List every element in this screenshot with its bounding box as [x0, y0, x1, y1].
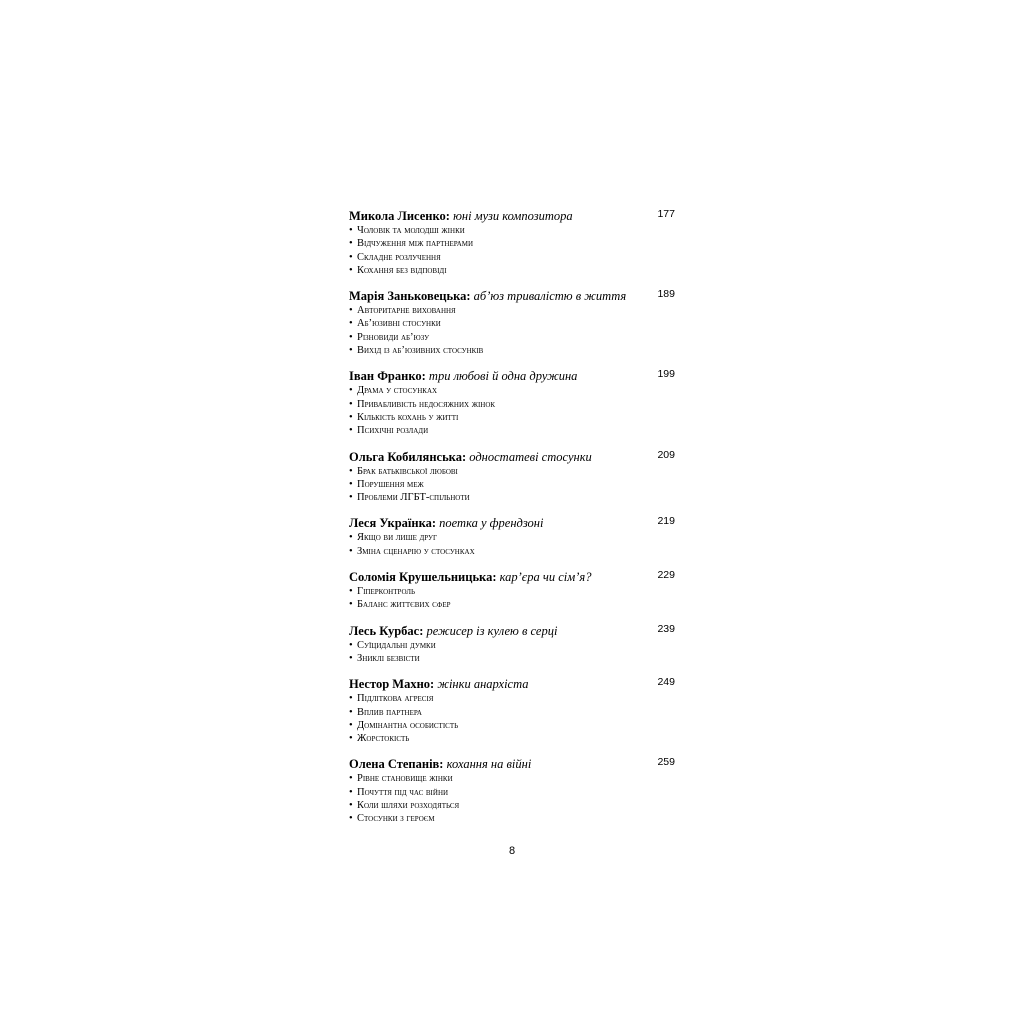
bullet-icon: •	[349, 305, 353, 317]
topic-label: Кохання без відповіді	[357, 264, 447, 276]
chapter-page-number: 249	[657, 676, 675, 689]
chapter-subtitle: одностатеві стосунки	[469, 449, 592, 464]
bullet-icon: •	[349, 545, 353, 557]
list-item	[349, 732, 675, 745]
list-item	[349, 304, 675, 317]
list-item	[349, 491, 675, 504]
list-item	[349, 545, 675, 558]
list-item	[349, 772, 675, 785]
topic-label: Брак батьківської любові	[357, 465, 458, 477]
bullet-icon: •	[349, 639, 353, 651]
chapter-heading	[349, 515, 675, 531]
chapter-topic-list	[349, 304, 675, 357]
topic-label: Драма у стосунках	[357, 385, 438, 397]
topic-label: Домінантна особистість	[357, 719, 459, 731]
bullet-icon: •	[349, 465, 353, 477]
topic-label: Проблеми ЛГБТ-спільноти	[357, 492, 470, 504]
bullet-icon: •	[349, 425, 353, 437]
topic-label: Жорстокість	[357, 733, 410, 745]
chapter-page-number: 229	[657, 569, 675, 582]
chapter-heading	[349, 676, 675, 692]
topic-label: Кількість кохань у житті	[357, 411, 459, 423]
bullet-icon: •	[349, 238, 353, 250]
chapter-person-name: Нестор Махно:	[349, 677, 435, 692]
list-item	[349, 692, 675, 705]
chapter-subtitle: режисер із кулею в серці	[426, 623, 558, 638]
list-item	[349, 786, 675, 799]
topic-label: Якщо ви лише друг	[357, 532, 438, 544]
bullet-icon: •	[349, 693, 353, 705]
topic-label: Привабливість недосяжних жінок	[357, 398, 496, 410]
chapter-heading	[349, 756, 675, 772]
topic-label: Почуття під час війни	[357, 786, 449, 798]
bullet-icon: •	[349, 719, 353, 731]
chapter-subtitle: поетка у френдзоні	[439, 516, 544, 531]
list-item	[349, 812, 675, 825]
chapter-subtitle: аб’юз тривалістю в життя	[473, 289, 627, 304]
bullet-icon: •	[349, 492, 353, 504]
bullet-icon: •	[349, 800, 353, 812]
toc-chapter	[349, 368, 675, 437]
chapter-topic-list	[349, 224, 675, 277]
list-item	[349, 264, 675, 277]
topic-label: Аб’юзивні стосунки	[357, 318, 441, 330]
list-item	[349, 224, 675, 237]
topic-label: Гіперконтроль	[357, 586, 415, 598]
list-item	[349, 344, 675, 357]
chapter-page-number: 209	[657, 448, 675, 461]
toc-chapter	[349, 623, 675, 666]
list-item	[349, 652, 675, 665]
bullet-icon: •	[349, 733, 353, 745]
chapter-page-number: 177	[657, 208, 675, 220]
topic-label: Зміна сценарію у стосунках	[357, 545, 475, 557]
chapter-topic-list	[349, 384, 675, 437]
bullet-icon: •	[349, 345, 353, 357]
list-item	[349, 251, 675, 264]
topic-label: Психічні розлади	[357, 425, 429, 437]
bullet-icon: •	[349, 532, 353, 544]
bullet-icon: •	[349, 264, 353, 276]
bullet-icon: •	[349, 251, 353, 263]
toc-chapter	[349, 288, 675, 357]
topic-label: Різновиди аб’юзу	[357, 331, 430, 343]
bullet-icon: •	[349, 813, 353, 825]
list-item	[349, 585, 675, 598]
toc-chapter	[349, 515, 675, 558]
list-item	[349, 799, 675, 812]
chapter-subtitle: юні музи композитора	[453, 209, 573, 223]
chapter-heading	[349, 368, 675, 384]
chapter-heading	[349, 623, 675, 639]
topic-label: Стосунки з героєм	[357, 813, 435, 825]
toc-chapter	[349, 449, 675, 505]
chapter-subtitle: кар’єра чи сім’я?	[499, 570, 592, 585]
toc-chapter	[349, 756, 675, 825]
list-item	[349, 331, 675, 344]
bullet-icon: •	[349, 786, 353, 798]
bullet-icon: •	[349, 773, 353, 785]
list-item	[349, 384, 675, 397]
chapter-person-name: Олена Степанів:	[349, 757, 444, 772]
bullet-icon: •	[349, 318, 353, 330]
list-item	[349, 237, 675, 250]
chapter-topic-list	[349, 585, 675, 612]
chapter-person-name: Марія Заньковецька:	[349, 289, 471, 304]
bullet-icon: •	[349, 478, 353, 490]
topic-label: Суїцидальні думки	[357, 639, 436, 651]
chapter-heading	[349, 208, 675, 224]
chapter-person-name: Іван Франко:	[349, 369, 426, 384]
topic-label: Коли шляхи розходяться	[357, 800, 460, 812]
list-item	[349, 424, 675, 437]
topic-label: Авторитарне виховання	[357, 305, 456, 317]
chapter-subtitle: жінки анархіста	[437, 677, 529, 692]
list-item	[349, 478, 675, 491]
topic-label: Підліткова агресія	[357, 693, 434, 705]
chapter-page-number: 239	[657, 622, 675, 635]
chapter-topic-list	[349, 772, 675, 825]
chapter-person-name: Ольга Кобилянська:	[349, 449, 467, 464]
topic-label: Вихід із аб’юзивних стосунків	[357, 345, 484, 357]
bullet-icon: •	[349, 385, 353, 397]
chapter-subtitle: три любові й одна дружина	[428, 369, 578, 384]
topic-label: Складне розлучення	[357, 251, 441, 263]
chapter-topic-list	[349, 692, 675, 745]
bullet-icon: •	[349, 586, 353, 598]
topic-label: Рівне становище жінки	[357, 773, 453, 785]
chapter-heading	[349, 569, 675, 585]
list-item	[349, 411, 675, 424]
toc-chapter	[349, 569, 675, 612]
chapter-heading	[349, 449, 675, 465]
chapter-topic-list	[349, 531, 675, 558]
chapter-page-number: 189	[657, 288, 675, 301]
chapter-subtitle: кохання на війні	[446, 757, 532, 772]
topic-label: Вплив партнера	[357, 706, 422, 718]
topic-label: Зниклі безвісти	[357, 652, 420, 664]
chapter-person-name: Леся Українка:	[349, 516, 437, 531]
toc-chapter	[349, 208, 675, 277]
list-item	[349, 398, 675, 411]
chapter-page-number: 219	[657, 515, 675, 528]
topic-label: Відчуження між партнерами	[357, 238, 474, 250]
chapter-person-name: Соломія Крушельницька:	[349, 570, 497, 585]
bullet-icon: •	[349, 411, 353, 423]
bullet-icon: •	[349, 398, 353, 410]
bullet-icon: •	[349, 706, 353, 718]
list-item	[349, 706, 675, 719]
list-item	[349, 639, 675, 652]
chapter-person-name: Лесь Курбас:	[349, 623, 424, 638]
bullet-icon: •	[349, 599, 353, 611]
chapter-person-name: Микола Лисенко:	[349, 209, 450, 223]
topic-label: Баланс життєвих сфер	[357, 599, 451, 611]
list-item	[349, 465, 675, 478]
list-item	[349, 531, 675, 544]
chapter-topic-list	[349, 639, 675, 666]
table-of-contents	[349, 208, 675, 837]
page-number: 8	[508, 845, 516, 857]
topic-label: Чоловік та молодші жінки	[357, 225, 465, 236]
toc-chapter	[349, 676, 675, 745]
topic-label: Порушення меж	[357, 478, 424, 490]
list-item	[349, 598, 675, 611]
chapter-page-number: 259	[657, 756, 675, 769]
chapter-topic-list	[349, 465, 675, 505]
list-item	[349, 317, 675, 330]
chapter-page-number: 199	[657, 368, 675, 381]
list-item	[349, 719, 675, 732]
bullet-icon: •	[349, 331, 353, 343]
bullet-icon: •	[349, 652, 353, 664]
bullet-icon: •	[349, 225, 353, 236]
chapter-heading	[349, 288, 675, 304]
